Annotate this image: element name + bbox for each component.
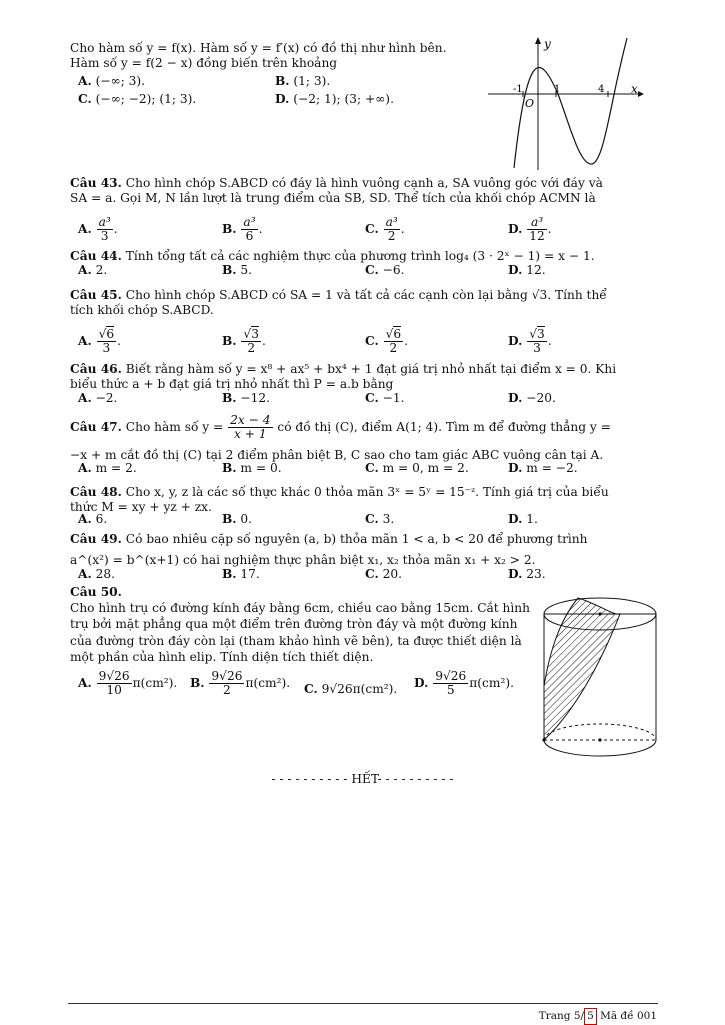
q46-text — [70, 362, 658, 391]
graph-label-4: 4 — [598, 84, 605, 95]
q43-d-num: a³ — [527, 216, 547, 230]
q46-option-a-label: A. — [78, 391, 92, 405]
graph-y-arrow — [535, 37, 541, 44]
q42-text — [70, 41, 500, 70]
q45-option-c-frac: $\frac{√6}{2}$ — [385, 327, 402, 355]
q45-option-a-frac: $\frac{√6}{3}$ — [98, 327, 115, 355]
q47-option-b-label: B. — [222, 461, 237, 475]
q46-option-c-value: −1. — [382, 391, 405, 405]
q47-fraction — [228, 414, 272, 441]
q43-option-c: C. $\frac{\text{a³}}{2}$ . — [365, 215, 405, 243]
q44-option-a-label: A. — [78, 263, 92, 277]
q44-label: Câu 44. — [70, 249, 122, 263]
q47-option-b-value: m = 0. — [240, 461, 282, 475]
q47-frac-den: x + 1 — [234, 427, 267, 441]
q43-option-d: D. $\frac{\text{a³}}{12}$ . — [508, 215, 552, 243]
q50-d-tail: π(cm²). — [469, 676, 514, 690]
q48-option-c-label: C. — [365, 512, 379, 526]
q44-option-c-label: C. — [365, 263, 379, 277]
q42-option-d — [275, 92, 394, 107]
q42-option-b — [275, 74, 330, 89]
q44-option-d — [508, 263, 546, 278]
q46-options — [78, 391, 678, 407]
q50-line1: Cho hình trụ có đường kính đáy bằng 6cm, chiều cao bằng 15cm. Cắt hình — [70, 600, 531, 615]
q48-option-b-value: 0. — [240, 512, 253, 526]
q50-option-a — [78, 670, 177, 697]
q48-option-c-value: 3. — [382, 512, 395, 526]
q45-option-c-label: C. — [365, 334, 379, 348]
q50-b-tail: π(cm²). — [245, 676, 291, 690]
q43-label: Câu 43. — [70, 176, 122, 190]
q50-a-num: 9√26 — [98, 669, 130, 683]
q47-option-c-value: m = 0, m = 2. — [382, 461, 469, 475]
footer-exam-code: Mã đề 001 — [596, 1010, 657, 1022]
footer — [539, 1008, 657, 1025]
q47-text2: −x + m cắt đồ thị (C) tại 2 điểm phân biệt B, C sao cho tam giác ABC vuông cân tại A. — [70, 448, 604, 462]
q43-a-den: 3 — [100, 229, 109, 243]
footer-page-total: 5 — [584, 1008, 597, 1025]
q45-b-num: 3 — [251, 327, 259, 341]
q50-b-den: 2 — [223, 683, 231, 697]
q43-d-den: 12 — [529, 229, 545, 243]
q50-d-den: 5 — [446, 683, 455, 697]
q46-option-c — [365, 391, 404, 406]
q42-option-a — [78, 74, 145, 89]
cylinder-bottom-back — [544, 724, 656, 740]
q45-option-b-label: B. — [222, 334, 237, 348]
q44-option-b-label: B. — [222, 263, 237, 277]
q47-option-c — [365, 461, 469, 476]
q44-option-d-label: D. — [508, 263, 523, 277]
q43-text2: SA = a. Gọi M, N lần lượt là trung điểm của SB, SD. Thể tích của khối chóp ACMN là — [70, 190, 596, 205]
q49-option-b-label: B. — [222, 567, 237, 581]
q42-option-d-label: D. — [275, 92, 290, 106]
q49-option-a-value: 28. — [95, 567, 115, 581]
q44-option-d-value: 12. — [526, 263, 546, 277]
q42-line1: Cho hàm số y = f(x). Hàm số y = f′(x) có đồ thị như hình bên. — [70, 41, 447, 55]
q43-option-a: A. $\frac{\text{a³}}{3}$ . — [78, 215, 118, 243]
q47-option-a — [78, 461, 137, 476]
q45-option-c: C. $\frac{√6}{2}$ . — [365, 327, 409, 355]
q50-a-tail: π(cm²). — [132, 676, 178, 690]
q47-text-post: có đồ thị (C), điểm A(1; 4). Tìm m để đường thẳng y = — [277, 420, 611, 434]
q49-option-d — [508, 567, 546, 582]
q49-options — [78, 567, 678, 583]
q50-option-d-label: D. — [414, 676, 429, 690]
q45-d-den: 3 — [533, 341, 541, 355]
q50-line2: trụ bởi mặt phẳng qua một điểm trên đường tròn đáy và một đường kính — [70, 617, 518, 632]
q43-c-num: a³ — [385, 215, 398, 229]
q44-text — [70, 249, 658, 264]
q48-option-d — [508, 512, 538, 527]
q47-option-a-value: m = 2. — [95, 461, 137, 475]
q45-a-den: 3 — [102, 341, 111, 355]
q45-label: Câu 45. — [70, 288, 122, 302]
q44-option-c-value: −6. — [382, 263, 405, 277]
q44-option-b — [222, 263, 252, 278]
graph-x-arrow — [638, 91, 644, 97]
footer-rule — [68, 1003, 658, 1004]
q50-option-a-label: A. — [78, 676, 92, 690]
q48-text1: Cho x, y, z là các số thực khác 0 thỏa mãn 3ˣ = 5ʸ = 15⁻ᶻ. Tính giá trị của biểu — [125, 485, 609, 499]
q42-option-b-value: (1; 3). — [293, 74, 331, 88]
top-center-point — [598, 612, 601, 615]
q43-b-den: 6 — [245, 229, 254, 243]
q43-option-d-label: D. — [508, 222, 523, 236]
q50-d-num: 9√26 — [435, 669, 467, 683]
graph-x-label: x — [631, 82, 638, 96]
q44-options — [78, 263, 678, 279]
q42-option-a-value: (−∞; 3). — [95, 74, 146, 88]
q47-text-pre: Cho hàm số y = — [125, 420, 224, 434]
q47-option-b — [222, 461, 282, 476]
q47-option-d-label: D. — [508, 461, 523, 475]
q45-text — [70, 288, 658, 317]
q42-line2: Hàm số y = f(2 − x) đồng biến trên khoảng — [70, 55, 338, 70]
q43-b-num: a³ — [243, 215, 256, 229]
q50-a-den: 10 — [106, 683, 122, 697]
q48-text2: thức M = xy + yz + zx. — [70, 499, 212, 514]
q46-text1: Biết rằng hàm số y = x⁸ + ax⁵ + bx⁴ + 1 đạt giá trị nhỏ nhất tại điểm x = 0. Khi — [125, 362, 617, 376]
q44-option-b-value: 5. — [240, 263, 253, 277]
q48-option-b-label: B. — [222, 512, 237, 526]
q48-option-d-value: 1. — [526, 512, 538, 526]
q50-b-num: 9√26 — [211, 669, 243, 683]
q48-option-b — [222, 512, 252, 527]
q50-option-c — [304, 682, 397, 697]
q42-option-c-value: (−∞; −2); (1; 3). — [95, 92, 197, 106]
q43-a-num: a³ — [98, 215, 111, 229]
q48-label: Câu 48. — [70, 485, 122, 499]
q49-option-c-label: C. — [365, 567, 379, 581]
cylinder-bottom-front — [544, 740, 656, 756]
q45-option-d-label: D. — [508, 334, 523, 348]
footer-page-prefix: Trang 5/ — [538, 1010, 585, 1022]
q50-option-d — [414, 670, 514, 697]
derivative-graph — [488, 36, 648, 172]
q50-label: Câu 50. — [70, 585, 122, 599]
q43-option-a-label: A. — [78, 222, 92, 236]
graph-y-label: y — [544, 37, 551, 51]
q43-option-b-label: B. — [222, 222, 237, 236]
q47-option-d-value: m = −2. — [526, 461, 578, 475]
q49-option-d-value: 23. — [526, 567, 546, 581]
q46-label: Câu 46. — [70, 362, 122, 376]
q49-label: Câu 49. — [70, 532, 122, 546]
q43-option-d-frac — [527, 216, 547, 243]
q46-option-c-label: C. — [365, 391, 379, 405]
q45-option-d-frac: $\frac{√3}{3}$ — [529, 327, 545, 355]
q45-c-num: 6 — [393, 327, 402, 341]
q45-b-den: 2 — [247, 341, 256, 355]
q45-a-num: 6 — [106, 327, 115, 341]
q47-options — [78, 461, 678, 477]
q47-option-d — [508, 461, 578, 476]
q50-option-a-frac — [97, 670, 132, 697]
q45-option-b-frac: $\frac{√3}{2}$ — [243, 327, 259, 355]
q50-options — [78, 666, 548, 706]
q44-option-a — [78, 263, 107, 278]
q43-c-den: 2 — [387, 229, 396, 243]
q50-option-d-frac — [433, 670, 468, 697]
q49-option-b — [222, 567, 260, 582]
q49-text — [70, 532, 658, 567]
q49-option-b-value: 17. — [240, 567, 260, 581]
q48-option-a — [78, 512, 107, 527]
q44-option-a-value: 2. — [95, 263, 108, 277]
bottom-center-point — [598, 738, 601, 741]
q45-option-d: D. $\frac{√3}{3}$ . — [508, 327, 552, 355]
q45-c-den: 2 — [389, 341, 398, 355]
q44-option-c — [365, 263, 404, 278]
q49-option-c-value: 20. — [382, 567, 402, 581]
q46-option-a-value: −2. — [95, 391, 118, 405]
q46-option-a — [78, 391, 117, 406]
q42-option-b-label: B. — [275, 74, 290, 88]
q50-line4: một phần của hình elip. Tính diện tích thiết diện. — [70, 650, 374, 665]
bottom-left-point — [542, 738, 545, 741]
q43-option-a-frac — [97, 216, 113, 243]
q47-option-c-label: C. — [365, 461, 379, 475]
q45-option-b: B. $\frac{√3}{2}$ . — [222, 327, 266, 355]
q43-option-c-frac — [384, 216, 400, 243]
q46-option-d-value: −20. — [526, 391, 556, 405]
graph-label-neg1: -1 — [513, 84, 523, 95]
q47-text — [70, 410, 658, 463]
q50-option-c-label: C. — [304, 682, 318, 696]
graph-label-1: 1 — [554, 84, 561, 95]
graph-origin-label: O — [525, 97, 535, 110]
elliptic-cross-section — [544, 598, 620, 740]
cylinder-figure — [540, 590, 660, 765]
q43-option-b: B. $\frac{\text{a³}}{6}$ . — [222, 215, 263, 243]
q47-frac-num: 2x − 4 — [230, 413, 271, 427]
q42-option-a-label: A. — [78, 74, 92, 88]
q43-options — [78, 208, 678, 242]
q49-option-a-label: A. — [78, 567, 92, 581]
q48-options — [78, 512, 678, 528]
q50-option-b-frac — [209, 670, 244, 697]
q45-option-a-label: A. — [78, 334, 92, 348]
q49-text1: Có bao nhiêu cặp số nguyên (a, b) thỏa mãn 1 < a, b < 20 để phương trình — [125, 532, 588, 546]
q45-text1: Cho hình chóp S.ABCD có SA = 1 và tất cả các cạnh còn lại bằng √3. Tính thể — [125, 288, 607, 302]
q49-option-c — [365, 567, 402, 582]
q44-statement: Tính tổng tất cả các nghiệm thực của phương trình log₄ (3 · 2ˣ − 1) = x − 1. — [125, 249, 595, 263]
q46-option-d — [508, 391, 556, 406]
q50-option-c-value: 9√26π(cm²). — [321, 682, 398, 696]
q45-option-a: A. $\frac{√6}{3}$ . — [78, 327, 121, 355]
q47-option-a-label: A. — [78, 461, 92, 475]
q46-option-d-label: D. — [508, 391, 523, 405]
q45-d-num: 3 — [537, 327, 545, 341]
end-marker: - - - - - - - - - - HẾT- - - - - - - - - - — [271, 772, 454, 786]
q50-option-b-label: B. — [190, 676, 205, 690]
q48-option-a-label: A. — [78, 512, 92, 526]
q49-option-d-label: D. — [508, 567, 523, 581]
q42-option-d-value: (−2; 1); (3; +∞). — [293, 92, 394, 106]
q46-option-b-value: −12. — [240, 391, 271, 405]
q49-option-a — [78, 567, 115, 582]
q48-option-a-value: 6. — [95, 512, 108, 526]
q46-option-b-label: B. — [222, 391, 237, 405]
q46-option-b — [222, 391, 270, 406]
q43-text — [70, 176, 658, 205]
q47-label: Câu 47. — [70, 420, 122, 434]
q48-option-d-label: D. — [508, 512, 523, 526]
q50-text — [70, 585, 540, 666]
q48-option-c — [365, 512, 394, 527]
q48-text — [70, 485, 658, 514]
q43-text1: Cho hình chóp S.ABCD có đáy là hình vuông cạnh a, SA vuông góc với đáy và — [125, 176, 603, 190]
q45-options — [78, 318, 678, 356]
q50-line3: của đường tròn đáy còn lại (tham khảo hình vẽ bên), ta được thiết diện là — [70, 633, 522, 648]
q42-option-c-label: C. — [78, 92, 92, 106]
q45-text2: tích khối chóp S.ABCD. — [70, 302, 214, 317]
q43-option-c-label: C. — [365, 222, 379, 236]
q42-option-c — [78, 92, 196, 107]
q43-option-b-frac — [241, 216, 257, 243]
q49-text2: a^(x²) = b^(x+1) có hai nghiệm thực phân biệt x₁, x₂ thỏa mãn x₁ + x₂ > 2. — [70, 552, 536, 567]
q50-option-b — [190, 670, 290, 697]
q46-text2: biểu thức a + b đạt giá trị nhỏ nhất thì P = a.b bằng — [70, 376, 394, 391]
